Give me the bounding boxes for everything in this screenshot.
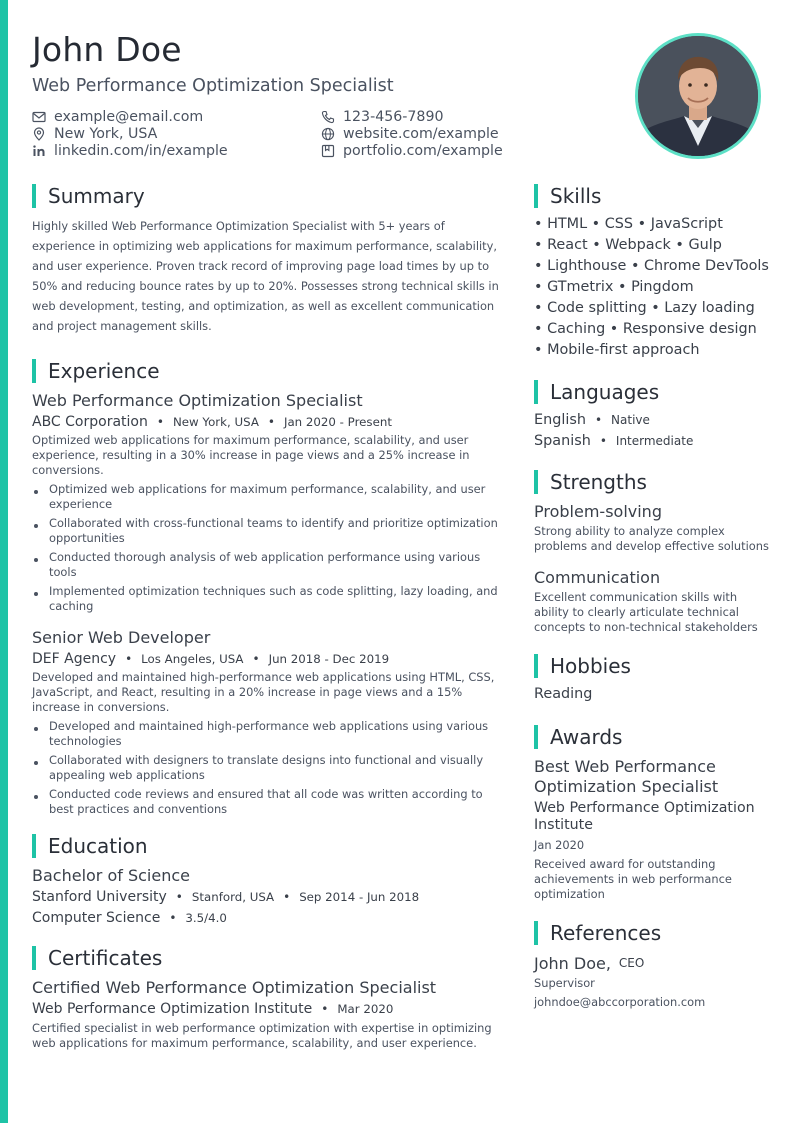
- awards-heading-text: Awards: [550, 725, 623, 749]
- side-column: [534, 183, 774, 1010]
- languages-heading: [534, 379, 774, 405]
- job-meta: [32, 413, 508, 431]
- award-date: Jan 2020: [534, 838, 585, 852]
- experience-item: [32, 391, 508, 614]
- separator-dot: •: [175, 890, 183, 904]
- strengths-heading: [534, 469, 774, 495]
- skill-line: • HTML • CSS • JavaScript: [534, 216, 723, 232]
- location-pin-icon: [32, 127, 46, 141]
- website-text: website.com/example: [343, 125, 499, 142]
- education-heading: [32, 833, 508, 859]
- awards-section: [534, 724, 774, 902]
- references-section: [534, 920, 774, 1010]
- accent-sidebar-bar: [0, 0, 8, 1123]
- separator-dot: •: [169, 911, 177, 925]
- separator-dot: •: [594, 413, 603, 427]
- skill-line: • React • Webpack • Gulp: [534, 237, 722, 253]
- hobbies-section: [534, 653, 774, 705]
- experience-heading: [32, 358, 508, 384]
- list-item: Conducted thorough analysis of web application performance using various tools: [32, 550, 508, 580]
- email-text: example@email.com: [54, 108, 204, 125]
- strength-title: Problem-solving: [534, 502, 662, 521]
- school-location: Stanford, USA: [191, 890, 275, 904]
- resume-header: [32, 30, 612, 98]
- skills-section: [534, 183, 774, 361]
- language-name: English: [534, 412, 586, 428]
- contact-info: [32, 108, 612, 159]
- main-column: [32, 183, 508, 1051]
- list-item: Developed and maintained high-performance web applications using various technologies: [32, 719, 508, 749]
- list-item: Collaborated with designers to translate designs into functional and visually appealing web applications: [32, 753, 508, 783]
- certificates-section: [32, 945, 508, 1051]
- contact-location: [32, 125, 321, 142]
- summary-text: Highly skilled Web Performance Optimization Specialist with 5+ years of experience in optimizing web applications for maximum performance, scalability, and user experience. Proven track record of improving page load times by up to 50% and reducing bounce rates by up to 20%. Possesses strong technical skills in web development, testing, and optimization, as well as excellent communication and project management skills.: [32, 219, 499, 333]
- reference-position: Supervisor: [534, 976, 595, 990]
- separator-dot: •: [283, 890, 291, 904]
- languages-heading-text: Languages: [550, 380, 660, 404]
- strength-text: Strong ability to analyze complex problems and develop effective solutions: [534, 524, 769, 553]
- education-dates: Sep 2014 - Jun 2018: [299, 890, 420, 904]
- job-description: Optimized web applications for maximum performance, scalability, and user experience, resulting in a 30% increase in page views and a 25% increase in conversions.: [32, 433, 470, 477]
- hobbies-heading: [534, 653, 774, 679]
- separator-dot: •: [252, 652, 260, 666]
- certificate-issuer: Web Performance Optimization Institute: [32, 1001, 313, 1017]
- experience-section: [32, 358, 508, 817]
- separator-dot: •: [599, 434, 607, 448]
- portfolio-icon: [321, 144, 335, 158]
- certificates-heading: [32, 945, 508, 971]
- heading-accent-bar: [32, 359, 36, 383]
- list-item: Collaborated with cross-functional teams to identify and prioritize optimization opportunities: [32, 516, 508, 546]
- gpa: 3.5/4.0: [185, 911, 227, 925]
- job-location: New York, USA: [172, 415, 259, 429]
- award-title: Best Web Performance Optimization Specialist: [534, 757, 719, 796]
- contact-email[interactable]: [32, 108, 321, 125]
- award-description: Received award for outstanding achievements in web performance optimization: [534, 857, 732, 901]
- education-meta: [32, 888, 508, 906]
- references-heading-text: References: [550, 921, 662, 945]
- location-text: New York, USA: [54, 125, 158, 142]
- heading-accent-bar: [534, 921, 538, 945]
- language-level: Intermediate: [615, 434, 694, 448]
- language-item: [534, 410, 774, 431]
- strength-text: Excellent communication skills with ability to clearly articulate technical concepts to non-technical stakeholders: [534, 590, 758, 634]
- skills-heading: [534, 183, 774, 209]
- job-dates: Jun 2018 - Dec 2019: [268, 652, 390, 666]
- skill-line: • Caching • Responsive design: [534, 321, 757, 337]
- job-company: DEF Agency: [32, 651, 117, 667]
- certificate-meta: [32, 1000, 508, 1018]
- awards-heading: [534, 724, 774, 750]
- experience-heading-text: Experience: [48, 359, 160, 383]
- references-heading: [534, 920, 774, 946]
- languages-section: [534, 379, 774, 452]
- certificate-name: Certified Web Performance Optimization Specialist: [32, 978, 437, 997]
- candidate-title: Web Performance Optimization Specialist: [32, 76, 394, 96]
- strengths-section: [534, 469, 774, 635]
- strength-title: Communication: [534, 568, 661, 587]
- certificate-date: Mar 2020: [337, 1002, 394, 1016]
- heading-accent-bar: [534, 725, 538, 749]
- separator-dot: •: [321, 1002, 329, 1016]
- job-location: Los Angeles, USA: [141, 652, 244, 666]
- linkedin-text: linkedin.com/in/example: [54, 142, 228, 159]
- language-item: [534, 431, 774, 452]
- job-meta: [32, 650, 508, 668]
- contact-website[interactable]: [321, 125, 601, 142]
- heading-accent-bar: [534, 184, 538, 208]
- job-title: Senior Web Developer: [32, 628, 211, 647]
- heading-accent-bar: [32, 946, 36, 970]
- job-company: ABC Corporation: [32, 414, 148, 430]
- separator-dot: •: [267, 415, 275, 429]
- avatar-illustration: [638, 36, 758, 156]
- language-name: Spanish: [534, 433, 591, 449]
- portfolio-text: portfolio.com/example: [343, 142, 503, 159]
- skill-line: • Code splitting • Lazy loading: [534, 300, 755, 316]
- education-heading-text: Education: [48, 834, 148, 858]
- heading-accent-bar: [534, 470, 538, 494]
- heading-accent-bar: [32, 834, 36, 858]
- skill-line: • Lighthouse • Chrome DevTools: [534, 258, 769, 274]
- experience-item: [32, 628, 508, 817]
- skills-heading-text: Skills: [550, 184, 602, 208]
- contact-portfolio[interactable]: [321, 142, 601, 159]
- contact-phone[interactable]: [321, 108, 601, 125]
- skills-list: [534, 214, 774, 361]
- degree: Bachelor of Science: [32, 866, 190, 885]
- certificate-description: Certified specialist in web performance optimization with expertise in optimizing web applications for maximum performance, scalability, and user experience.: [32, 1021, 492, 1050]
- job-dates: Jan 2020 - Present: [283, 415, 392, 429]
- list-item: Optimized web applications for maximum performance, scalability, and user experience: [32, 482, 508, 512]
- reference-role: CEO: [618, 956, 645, 970]
- summary-heading-text: Summary: [48, 184, 145, 208]
- phone-icon: [321, 110, 335, 124]
- hobbies-heading-text: Hobbies: [550, 654, 631, 678]
- field-of-study: Computer Science: [32, 910, 161, 926]
- reference-name: John Doe,: [534, 954, 611, 973]
- candidate-name: John Doe: [32, 30, 182, 69]
- separator-dot: •: [125, 652, 133, 666]
- phone-text: 123-456-7890: [343, 108, 444, 125]
- heading-accent-bar: [32, 184, 36, 208]
- separator-dot: •: [156, 415, 164, 429]
- job-bullets: [32, 482, 508, 614]
- certificates-heading-text: Certificates: [48, 946, 163, 970]
- linkedin-icon: [32, 144, 46, 158]
- list-item: Conducted code reviews and ensured that all code was written according to best practices and conventions: [32, 787, 508, 817]
- profile-photo: [635, 33, 761, 159]
- summary-heading: [32, 183, 508, 209]
- contact-linkedin[interactable]: [32, 142, 321, 159]
- reference-email[interactable]: johndoe@abccorporation.com: [534, 995, 706, 1009]
- summary-section: [32, 183, 508, 336]
- skill-line: • GTmetrix • Pingdom: [534, 279, 694, 295]
- skill-line: • Mobile-first approach: [534, 342, 700, 358]
- reference-name-row: [534, 953, 774, 974]
- school-name: Stanford University: [32, 889, 167, 905]
- strengths-heading-text: Strengths: [550, 470, 647, 494]
- heading-accent-bar: [534, 654, 538, 678]
- heading-accent-bar: [534, 380, 538, 404]
- hobby-item: Reading: [534, 686, 593, 702]
- education-section: [32, 833, 508, 927]
- education-field-row: [32, 909, 508, 927]
- email-icon: [32, 110, 46, 124]
- globe-icon: [321, 127, 335, 141]
- list-item: Implemented optimization techniques such as code splitting, lazy loading, and caching: [32, 584, 508, 614]
- job-bullets: [32, 719, 508, 817]
- job-description: Developed and maintained high-performance web applications using HTML, CSS, JavaScript, and React, resulting in a 20% increase in page views and a 15% increase in conversions.: [32, 670, 495, 714]
- job-title: Web Performance Optimization Specialist: [32, 391, 363, 410]
- language-level: Native: [611, 413, 650, 427]
- award-organization: Web Performance Optimization Institute: [534, 800, 755, 833]
